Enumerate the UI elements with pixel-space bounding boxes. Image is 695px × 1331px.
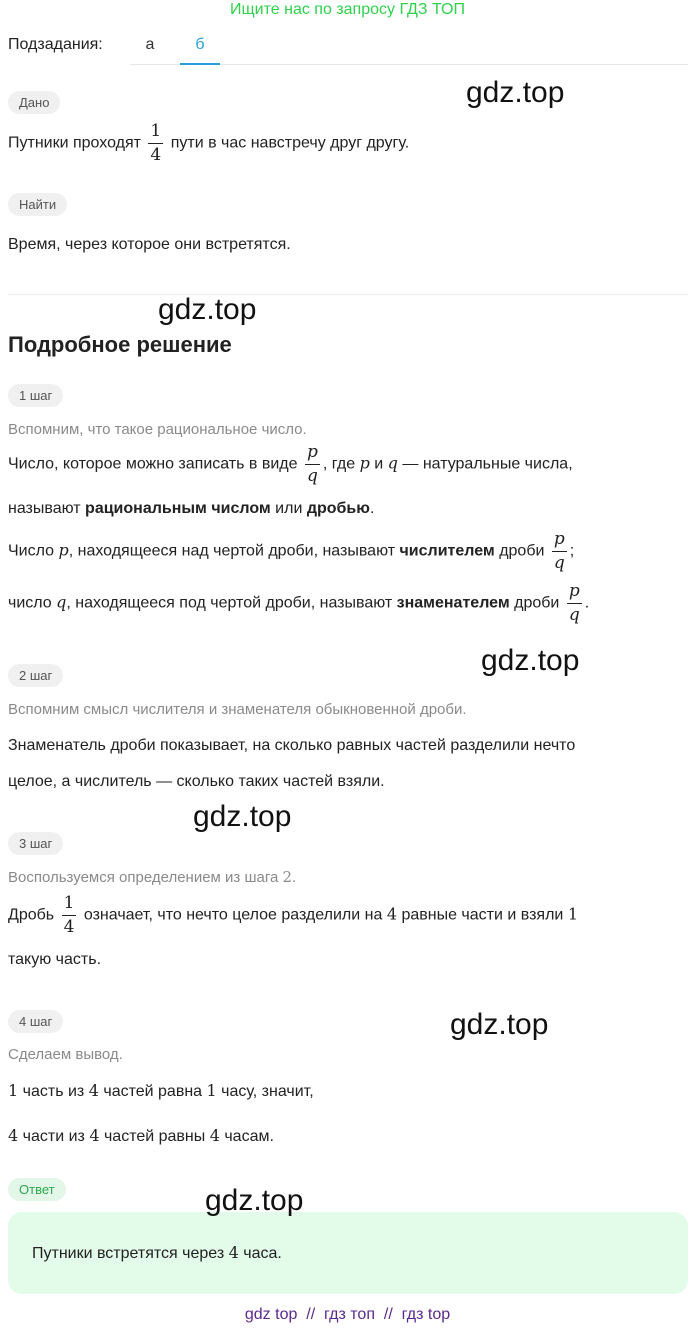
watermark: gdz.top — [466, 76, 565, 109]
step-2-line-2: целое, а числитель — сколько таких частей взяли. — [8, 773, 385, 790]
fraction-one-quarter: $\frac{1}{4}$ — [150, 121, 162, 165]
find-badge: Найти — [8, 193, 67, 216]
step-4-line-1: 1 часть из 4 частей равна 1 часу, значит, — [8, 1081, 314, 1100]
watermark: gdz.top — [205, 1184, 304, 1217]
step-1-badge: 1 шаг — [8, 384, 63, 407]
answer-badge: Ответ — [8, 1178, 66, 1201]
given-badge: Дано — [8, 91, 60, 114]
section-divider — [8, 294, 688, 295]
subtask-tab-b[interactable]: б — [195, 36, 205, 53]
solution-title: Подробное решение — [8, 332, 232, 357]
watermark: gdz.top — [481, 644, 580, 677]
step-3-line-2: такую часть. — [8, 951, 102, 968]
step-2-hint: Вспомним смысл числителя и знаменателя обыкновенной дроби. — [8, 701, 467, 718]
step-1-line-2: называют рациональным числом или дробью. — [8, 500, 375, 517]
step-3-line-1: Дробь $\frac{1}{4}$ означает, что нечто целое разделили на 4 равные части и взяли 1 — [8, 893, 578, 937]
step-4-line-2: 4 части из 4 частей равны 4 часам. — [8, 1126, 274, 1145]
step-3-badge: 3 шаг — [8, 832, 63, 855]
step-2-badge: 2 шаг — [8, 664, 63, 687]
step-1-line-1: Число, которое можно записать в виде $\frac{p}{q}$ , где p и q — натуральные числа, — [8, 442, 573, 486]
subtask-tab-a[interactable]: а — [145, 36, 155, 53]
active-tab-indicator — [180, 63, 220, 65]
given-text: Путники проходят $\frac{1}{4}$ пути в час навстречу друг другу. — [8, 121, 410, 165]
step-1-hint: Вспомним, что такое рациональное число. — [8, 421, 307, 438]
step-3-hint: Воспользуемся определением из шага 2. — [8, 868, 297, 886]
subtasks-label: Подзадания: — [8, 36, 103, 53]
watermark: gdz.top — [450, 1008, 549, 1041]
step-1-line-4: число q, находящееся под чертой дроби, называют знаменателем дроби $\frac{p}{q}$ . — [8, 581, 590, 625]
find-text: Время, через которое они встретятся. — [8, 236, 291, 253]
answer-text: Путники встретятся через 4 часа. — [32, 1243, 282, 1262]
step-4-hint: Сделаем вывод. — [8, 1046, 123, 1063]
footer-links[interactable]: gdz top // гдз топ // гдз top — [244, 1306, 451, 1323]
step-4-badge: 4 шаг — [8, 1010, 63, 1033]
watermark: gdz.top — [158, 293, 257, 326]
step-1-line-3: Число p, находящееся над чертой дроби, называют числителем дроби $\frac{p}{q}$ ; — [8, 529, 575, 573]
watermark: gdz.top — [193, 800, 292, 833]
promo-text: Ищите нас по запросу ГДЗ ТОП — [230, 1, 465, 18]
step-2-line-1: Знаменатель дроби показывает, на сколько равных частей разделили нечто — [8, 737, 576, 754]
